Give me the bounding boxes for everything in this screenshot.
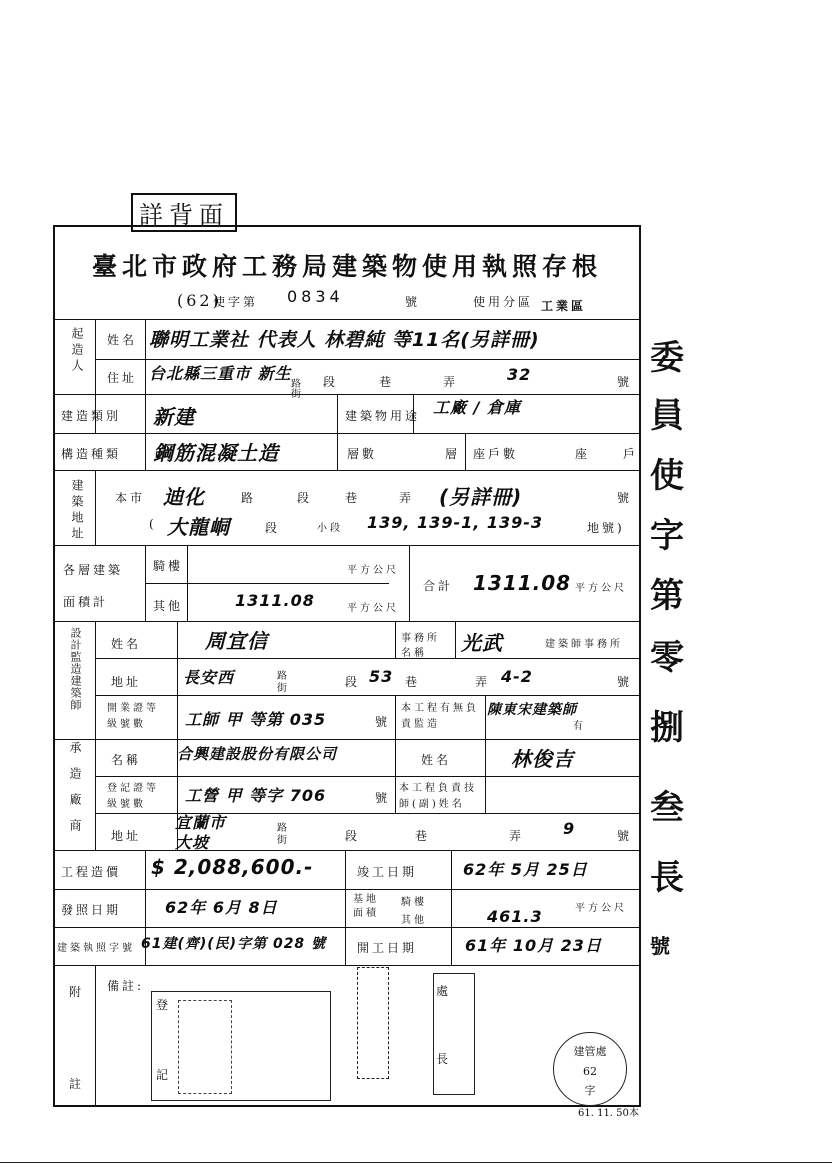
side-char: 字 bbox=[650, 516, 684, 556]
unit: 街 bbox=[291, 389, 304, 400]
structure-value: 鋼筋混凝土造 bbox=[153, 441, 279, 465]
arcade-unit: 平方公尺 bbox=[347, 565, 399, 576]
postmark-line1: 建管處 bbox=[573, 1045, 607, 1058]
base-value: 461.3 bbox=[487, 907, 543, 926]
site-district: 迪化 bbox=[163, 485, 205, 509]
unit: 號 bbox=[617, 675, 633, 689]
builder-address-value: 台北縣三重市 新生 bbox=[149, 364, 292, 383]
total-value: 1311.08 bbox=[473, 571, 572, 595]
side-char: 捌 bbox=[650, 708, 684, 748]
unit: 號 bbox=[617, 375, 633, 389]
use-value: 工廠 / 倉庫 bbox=[433, 398, 521, 417]
license-year: (62) bbox=[177, 291, 222, 310]
arcade-label: 騎樓 bbox=[153, 559, 184, 573]
stamp-char: 登 bbox=[156, 998, 172, 1012]
arch-name-value: 周宜信 bbox=[205, 629, 268, 653]
area-section-line1: 各層建築 bbox=[63, 563, 124, 577]
contractor-address-label: 地址 bbox=[111, 829, 142, 843]
side-char: 長 bbox=[650, 858, 684, 898]
use-label: 建築物用途 bbox=[345, 409, 421, 423]
completion-value: 62年 5月 25日 bbox=[463, 860, 588, 879]
side-char: 叁 bbox=[650, 788, 684, 828]
zone-label: 使用分區 bbox=[473, 295, 534, 309]
unit: 號 bbox=[617, 829, 633, 843]
unit: 段 bbox=[323, 375, 339, 389]
license-word: 使字第 bbox=[213, 295, 259, 309]
footer-code: 61. 11. 50本 bbox=[578, 1108, 639, 1119]
contractor-person-label: 姓名 bbox=[421, 753, 452, 767]
unit: 段 bbox=[345, 829, 361, 843]
contractor-name-value: 合興建設股份有限公司 bbox=[177, 745, 338, 763]
remarks-label: 備註: bbox=[107, 979, 145, 993]
issue-value: 62年 6月 8日 bbox=[165, 898, 278, 917]
unit: 路 bbox=[277, 823, 290, 834]
area-section-line2: 面積計 bbox=[63, 595, 109, 609]
unit: 路 bbox=[277, 671, 290, 682]
unit: 巷 bbox=[379, 375, 395, 389]
supervise-mark: 有 bbox=[573, 721, 586, 732]
site-section: 建築地址 bbox=[70, 479, 84, 543]
side-char: 使 bbox=[650, 456, 684, 496]
unit: 巷 bbox=[345, 491, 361, 505]
form-title: 臺北市政府工務局建築物使用執照存根 bbox=[91, 252, 602, 281]
lot-area: 大龍峒 bbox=[167, 515, 230, 539]
postmark-line2: 62 bbox=[583, 1065, 597, 1078]
lot-suffix: 地號) bbox=[587, 521, 625, 535]
issue-label: 發照日期 bbox=[61, 903, 122, 917]
registration-stamp bbox=[151, 991, 331, 1101]
contractor-name-label: 名稱 bbox=[111, 753, 142, 767]
unit: 路 bbox=[241, 491, 257, 505]
base-unit: 平方公尺 bbox=[575, 903, 627, 914]
side-char: 號 bbox=[650, 934, 670, 958]
arch-reg-hao: 號 bbox=[375, 715, 391, 729]
director-stamp bbox=[433, 973, 475, 1095]
side-char: 員 bbox=[650, 396, 684, 436]
units-label: 座戶數 bbox=[473, 447, 519, 461]
other-value: 1311.08 bbox=[235, 591, 315, 610]
base-other: 其他 bbox=[401, 915, 427, 926]
license-hao: 號 bbox=[405, 295, 421, 309]
architect-section: 設計監造建築師 bbox=[69, 627, 82, 711]
header-tag: 詳背面 bbox=[131, 193, 237, 232]
engineer-label: 本工程負責技師(副)姓名 bbox=[399, 783, 477, 810]
builder-address-number: 32 bbox=[507, 365, 532, 384]
unit: 弄 bbox=[443, 375, 459, 389]
lot-sub: 小段 bbox=[317, 523, 343, 534]
floors-label: 層數 bbox=[347, 447, 378, 461]
arch-reg-label: 開業證等級號數 bbox=[107, 703, 159, 730]
stamp-imprint bbox=[178, 1000, 232, 1094]
cost-label: 工程造價 bbox=[61, 865, 122, 879]
side-char: 委 bbox=[650, 338, 684, 378]
office-value: 光武 bbox=[461, 631, 503, 655]
zone-value: 工業區 bbox=[541, 299, 587, 313]
side-char: 第 bbox=[650, 576, 684, 616]
approval-seal bbox=[357, 967, 389, 1079]
total-label: 合計 bbox=[423, 579, 454, 593]
builder-name-value: 聯明工業社 代表人 林碧純 等11名(另詳冊) bbox=[149, 329, 540, 351]
arch-reg-value: 工師 甲 等第 035 bbox=[185, 710, 327, 729]
total-unit: 平方公尺 bbox=[575, 583, 627, 594]
type-value: 新建 bbox=[153, 405, 195, 429]
structure-label: 構造種類 bbox=[61, 447, 122, 461]
other-label: 其他 bbox=[153, 599, 184, 613]
permit-form bbox=[53, 225, 641, 1107]
contractor-reg-hao: 號 bbox=[375, 791, 391, 805]
cost-value: $ 2,088,600.- bbox=[151, 855, 314, 879]
unit: 弄 bbox=[475, 675, 491, 689]
stamp-char: 處 bbox=[436, 984, 452, 998]
contractor-address-value: 宜蘭市 大坡 bbox=[175, 813, 227, 852]
lot-numbers: 139, 139-1, 139-3 bbox=[367, 513, 544, 532]
builder-name-label: 姓名 bbox=[107, 333, 138, 347]
unit: 路 bbox=[291, 379, 304, 390]
arch-address-label: 地址 bbox=[111, 675, 142, 689]
start-value: 61年 10月 23日 bbox=[465, 936, 602, 955]
unit: 弄 bbox=[399, 491, 415, 505]
arch-address-number: 53 bbox=[369, 667, 394, 686]
builder-address-label: 住址 bbox=[107, 371, 138, 385]
floors-unit: 層 bbox=[445, 447, 461, 461]
contractor-section: 承造廠商 bbox=[68, 741, 82, 845]
unit: 巷 bbox=[415, 829, 431, 843]
start-label: 開工日期 bbox=[357, 941, 418, 955]
stamp-char: 記 bbox=[156, 1068, 172, 1082]
units-unit2: 戶 bbox=[623, 447, 639, 461]
unit: 街 bbox=[277, 683, 290, 694]
side-char: 零 bbox=[650, 638, 684, 678]
stamp-char: 長 bbox=[436, 1052, 452, 1066]
lot-unit: 段 bbox=[265, 521, 281, 535]
permit-label: 建築執照字號 bbox=[57, 943, 135, 954]
lot-prefix: ( bbox=[149, 517, 157, 531]
type-label: 建造類別 bbox=[61, 409, 122, 423]
site-note: (另詳冊) bbox=[439, 485, 523, 509]
arch-address-value: 長安西 bbox=[183, 668, 235, 687]
arch-name-label: 姓名 bbox=[111, 637, 142, 651]
unit: 段 bbox=[297, 491, 313, 505]
unit: 巷 bbox=[405, 675, 421, 689]
base-label: 基地面積 bbox=[353, 894, 379, 919]
postmark-line3: 字 bbox=[584, 1084, 596, 1097]
contractor-person-value: 林俊吉 bbox=[511, 747, 574, 771]
supervise-value: 陳東宋建築師 bbox=[487, 702, 577, 718]
office-label: 事務所名稱 bbox=[401, 633, 440, 659]
units-unit: 座 bbox=[575, 447, 591, 461]
builder-section: 起造人 bbox=[70, 327, 84, 375]
office-suffix: 建築師事務所 bbox=[545, 639, 623, 650]
remarks-section-top: 附 bbox=[69, 985, 85, 999]
postmark-seal bbox=[553, 1032, 627, 1106]
supervise-label: 本工程有無負責監造 bbox=[401, 703, 479, 730]
unit: 弄 bbox=[509, 829, 525, 843]
remarks-section-bottom: 註 bbox=[69, 1077, 85, 1091]
contractor-reg-value: 工營 甲 等字 706 bbox=[185, 786, 327, 805]
arch-address-number2: 4-2 bbox=[501, 667, 533, 686]
contractor-reg-label: 登記證等級號數 bbox=[107, 783, 159, 810]
site-city: 本市 bbox=[115, 491, 146, 505]
license-number: 0834 bbox=[287, 287, 344, 306]
base-arcade: 騎樓 bbox=[401, 897, 427, 908]
page-edge bbox=[0, 1162, 832, 1163]
completion-label: 竣工日期 bbox=[357, 865, 418, 879]
unit: 號 bbox=[617, 491, 633, 505]
contractor-address-number: 9 bbox=[563, 819, 576, 838]
unit: 街 bbox=[277, 835, 290, 846]
other-unit: 平方公尺 bbox=[347, 603, 399, 614]
unit: 段 bbox=[345, 675, 361, 689]
permit-value: 61建(齊)(民)字第 028 號 bbox=[141, 936, 327, 952]
